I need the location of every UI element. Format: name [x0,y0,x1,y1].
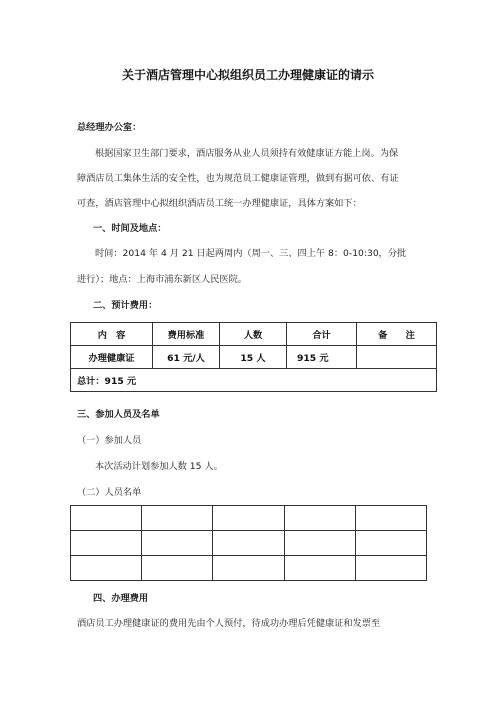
cost-table-total-row [71,369,437,392]
cost-header-total: 合计 [287,323,357,346]
cost-header-content: 内 容 [71,323,153,346]
name-table-row [71,531,427,556]
cost-table-header-row [71,323,437,346]
section3-sub1: （一）参加人员 [77,435,142,446]
section3-sub1-text: 本次活动计划参加人数 15 人。 [95,461,223,472]
name-cell [142,506,213,531]
document-title: 关于酒店管理中心拟组织员工办理健康证的请示 [121,68,374,82]
name-cell [284,506,355,531]
name-table-row [71,506,427,531]
addressee: 总经理办公室： [77,122,142,133]
name-cell [213,506,284,531]
cost-cell-content: 办理健康证 [71,346,153,369]
name-cell [284,556,355,581]
intro-line-1: 根据国家卫生部门要求，酒店服务从业人员须持有效健康证方能上岗。为保 [95,148,399,159]
cost-table-row [71,346,437,369]
name-cell [71,506,142,531]
name-cell [284,531,355,556]
cost-cell-remark [357,346,437,369]
section1-heading: 一、时间及地点： [93,223,167,234]
name-cell [213,556,284,581]
section4-text: 酒店员工办理健康证的费用先由个人预付，待成功办理后凭健康证和发票至 [77,618,381,629]
cost-total: 总计：915 元 [71,369,437,392]
section1-line-2: 进行）；地点：上海市浦东新区人民医院。 [77,274,247,285]
section2-heading: 二、预计费用： [93,300,158,311]
cost-header-remark: 备 注 [357,323,437,346]
cost-table [70,322,437,392]
name-cell [142,531,213,556]
name-cell [142,556,213,581]
section4-heading: 四、办理费用 [93,593,149,604]
name-cell [355,556,426,581]
intro-line-2: 障酒店员工集体生活的安全性，也为规范员工健康证管理，做到有据可依、有证 [77,173,399,184]
cost-header-rate: 费用标准 [153,323,220,346]
name-table-row [71,556,427,581]
name-table [70,505,427,581]
cost-header-count: 人数 [220,323,287,346]
name-cell [355,531,426,556]
cost-cell-count: 15 人 [220,346,287,369]
name-cell [71,556,142,581]
intro-line-3: 可查，酒店管理中心拟组织酒店员工统一办理健康证，具体方案如下： [77,198,362,209]
name-cell [71,531,142,556]
section3-sub2: （二）人员名单 [77,487,142,498]
section1-line-1: 时间：2014 年 4 月 21 日起两周内（周一、三、四上午 8：0-10:30，分批 [95,248,407,259]
section3-heading: 三、参加人员及名单 [77,409,160,420]
name-cell [213,531,284,556]
name-cell [355,506,426,531]
cost-cell-rate: 61 元/人 [153,346,220,369]
cost-cell-total: 915 元 [287,346,357,369]
